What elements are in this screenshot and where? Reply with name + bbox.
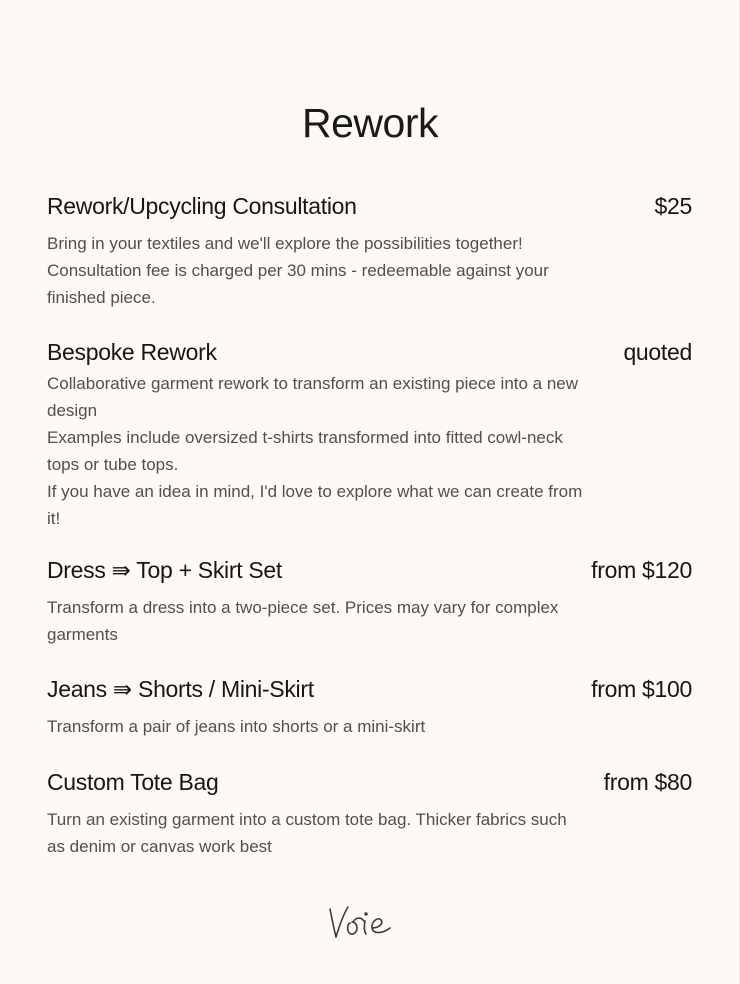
item-description [47,594,612,648]
signature-logo-icon [320,895,420,950]
item-price: quoted [623,339,692,365]
item-description [47,370,587,532]
description-line: Transform a dress into a two-piece set. Prices may vary for complex garments [47,598,559,644]
item-name: Jeans ⇛ Shorts / Mini-Skirt [47,676,314,702]
item-description [47,806,567,860]
description-line: If you have an idea in mind, I'd love to explore what we can create from it! [47,482,583,528]
menu-item-jeans-to-shorts [47,676,692,740]
description-line: Consultation fee is charged per 30 mins - redeemable against your finished piece. [47,261,549,307]
item-name: Bespoke Rework [47,339,217,365]
item-price: from $80 [603,769,692,795]
item-price: from $100 [591,676,692,702]
item-price: $25 [654,193,692,219]
description-line: Turn an existing garment into a custom tote bag. Thicker fabrics such as denim or canvas work best [47,810,567,856]
item-name: Dress ⇛ Top + Skirt Set [47,557,283,583]
item-name: Custom Tote Bag [47,769,219,795]
item-price: from $120 [591,557,692,583]
menu-item-custom-tote-bag [47,769,692,860]
menu-item-consultation [47,193,692,311]
description-line: Bring in your textiles and we'll explore the possibilities together! [47,234,523,253]
description-line: Examples include oversized t-shirts transformed into fitted cowl-neck tops or tube tops. [47,428,563,474]
menu-item-dress-to-set [47,557,692,648]
item-name: Rework/Upcycling Consultation [47,193,357,219]
menu-item-bespoke-rework [47,339,692,532]
description-line: Collaborative garment rework to transform an existing piece into a new design [47,374,579,420]
item-description [47,230,607,311]
description-line: Transform a pair of jeans into shorts or a mini-skirt [47,717,426,736]
item-description [47,713,607,740]
page-title: Rework [302,100,438,146]
